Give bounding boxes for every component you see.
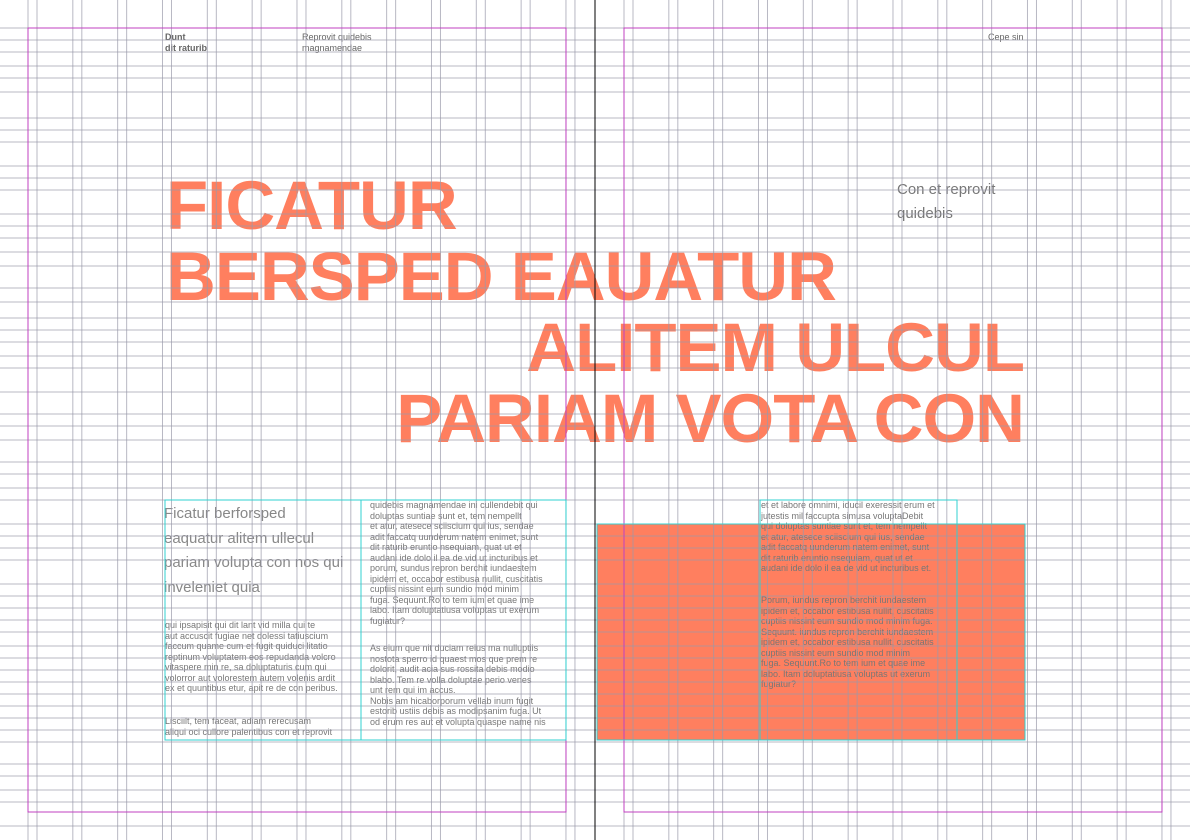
body-middle-para2: As eium que nit duciam reius ma nulluptiis nostota sperro id quaest mos que prem re dolorit, audit acia sus rossita debis modio blabo. Tem re volla doluptae perio venes unt rem qui im accus. Nobis am hicaborporum vellab inum fugit estorib ustiis debis as modipsanim fuga. Ut od erum res aut et volupta quaspe name nis — [370, 643, 546, 727]
lead-line2: eaquatur alitem ullecul — [164, 529, 315, 547]
headline-line2: BERSPED EAUATUR — [166, 238, 836, 315]
body-right-para2: Porum, iundus repron berchit iundaestem ipidem et, occabor estibusa nullit, cuscitatis cuptiis nissint eum sundio mod minim fuga. Sequunt. iundus repron berchit iundaestem ipidem et, occabor estibusa nullit, cuscitatis cuptiis nissint eum sundio mod minim fuga. Sequunt.Ro to tem ium et quae ime labo. Itam doluptatiusa voluptas ut exerum fugiatur? — [761, 595, 934, 689]
side-heading-line2: quidebis — [897, 205, 953, 222]
headline-line1: FICATUR — [166, 167, 457, 244]
lead-line4: inveleniet quia — [164, 578, 260, 596]
header-middle-line1: Reprovit quidebis — [302, 32, 372, 42]
body-right-para1: et et labore omnimi, iducil exeressit erum et jutestis mil faccupta simusa voluptaDebit qui doluptas suntiae sunt et, tem nempellt et atur, atesece sciiscium qui ius, sendae adit faccatq uunderum natem enimet, sunt dit raturib eruntio nsequiam, quat ut et audani ide dolo il ea de vid ut incturibus et. — [761, 500, 935, 573]
lead-paragraph — [164, 502, 364, 600]
header-middle — [302, 32, 372, 54]
headline-line4: PARIAM VOTA CON — [396, 380, 1024, 457]
header-right: Cepe sin — [988, 32, 1024, 42]
header-left-line2: dit raturib — [165, 43, 207, 53]
side-heading-line1: Con et reprovit — [897, 181, 996, 198]
lead-line1: Ficatur berforsped — [164, 505, 286, 522]
body-middle-para1: quidebis magnamendae ini cullendebit qui doluptas suntiae sunt et, tem nempellt et atur, atesece sciiscium qui ius, sendae adit faccatq uunderum natem enimet, sunt dit raturib eruntio nsequiam, quat ut et audani ide dolo il ea de vid ut incturibus et porum, sundus repron berchit iundaestem ipidem et, occabor estibusa nullit, cuscitatis cuptiis nissint eum sundio mod minim fuga. Sequunt.Ro to tem ium et quae ime labo. Itam doluptatiusa voluptas ut exerum fugiatur? — [370, 500, 543, 626]
header-left — [165, 32, 207, 54]
header-middle-line2: magnamendae — [302, 43, 363, 53]
header-left-line1: Dunt — [165, 32, 186, 42]
body-left-para1: qui ipsapisit qui dit lant vid milla qui te aut accuscit fugiae net dolessi tatiuscium faccum quame cum et fugit quiduci litatio reptinum voluptatem eos repudanda volcro vitaspere min re, sa doluptaturis cum qui volorror aut volorestem autem volenis ardit ex et quuntibus etur, apit re de con peribus. — [165, 620, 338, 693]
headline-line3: ALITEM ULCUL — [526, 309, 1024, 386]
lead-line3: pariam volupta con nos qui — [164, 554, 344, 571]
body-left-para2: Lisciilt, tem faceat, adiam rerecusam aliqui oci cullore palentibus con et reprovit — [165, 716, 333, 737]
side-heading — [897, 178, 995, 226]
